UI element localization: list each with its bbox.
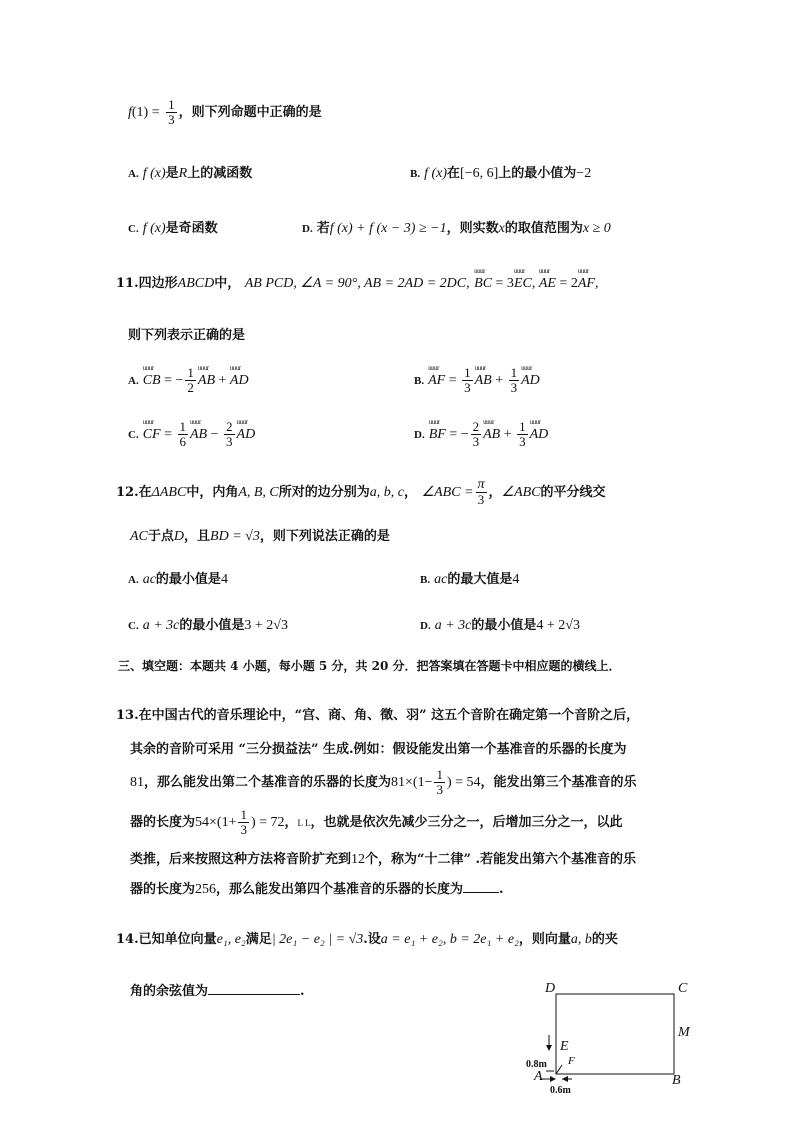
answer-blank[interactable] [463, 892, 499, 893]
q13-line2: 其余的音阶可采用 “三分损益法” 生成.例如：假设能发出第一个基准音的乐器的长度为 [130, 742, 627, 757]
q11-stem: 11.四边形ABCD中， AB PCD, ∠A = 90°, AB = 2AD = 2DC, uuur BC = 3uuur EC, uuur AE = 2uuur AF, [116, 272, 598, 292]
q10-option-c: C. f (x)是奇函数 [128, 221, 218, 236]
q13-line6: 器的长度为256，那么能发出第四个基准音的乐器的长度为 . [130, 882, 504, 897]
section-three-header: 三、填空题：本题共 4 小题，每小题 5 分，共 20 分．把答案填在答题卡中相应题的横线上． [118, 659, 621, 673]
label-e: E [560, 1039, 569, 1054]
arrow-left-icon [562, 1076, 568, 1082]
length-label-0-6: 0.6m [550, 1085, 571, 1096]
label-c: C [678, 981, 688, 996]
q13-line4: 器的长度为54×(1+ $\frac{1}{3}$ ) = 72，L L，也就是依次先减少三分之一，后增加三分之一，以此 [130, 807, 623, 837]
q11-option-c: C.uuur CF = $\frac{1}{6}$ uuur AB − $\frac{2}{3}$ uuur AD [128, 420, 255, 449]
q13-line5: 类推，后来按照这种方法将音阶扩充到12个，称为“十二律” .若能发出第六个基准音的乐 [130, 852, 637, 867]
q11-option-a: A.uuur CB = − $\frac{1}{2}$ uuur AB + uuur AD [128, 366, 249, 395]
arrow-right-icon [550, 1076, 556, 1082]
answer-blank[interactable] [208, 994, 300, 995]
label-a: A [534, 1069, 543, 1084]
q10-option-d: D. 若f (x) + f (x − 3) ≥ −1，则实数x的取值范围为x ≥ 0 [302, 221, 611, 236]
q10-option-b: B. f (x)在[−6, 6]上的最小值为−2 [410, 166, 592, 181]
q12-option-b: B. ac的最大值是4 [420, 572, 520, 587]
length-label-0-8: 0.8m [526, 1059, 547, 1070]
corner-cut-line [556, 1065, 562, 1074]
q12-option-d: D. a + 3c的最小值是4 + 2√3 [420, 618, 580, 633]
fraction: $\frac{1}{3}$ [168, 97, 175, 127]
q11-option-b: B.uuur AF = $\frac{1}{3}$ uuur AB + $\frac{1}{3}$ uuur AD [414, 366, 540, 395]
q10-condition: f(1) = $\frac{1}{3}$ ，则下列命题中正确的是 [128, 97, 322, 127]
q11-option-d: D.uuur BF = − $\frac{2}{3}$ uuur AB + $\frac{1}{3}$ uuur AD [414, 420, 548, 449]
q11-ask: 则下列表示正确的是 [128, 328, 246, 343]
arrow-down-icon [546, 1045, 552, 1051]
q12-option-c: C. a + 3c的最小值是3 + 2√3 [128, 618, 288, 633]
label-m: M [678, 1025, 690, 1040]
q13-line3: 81，那么能发出第二个基准音的乐器的长度为81×(1− $\frac{1}{3}$ ) = 54，能发出第三个基准音的乐 [130, 767, 637, 797]
q14-line2: 角的余弦值为 . [130, 984, 305, 999]
q10-option-a: A. f (x)是R上的减函数 [128, 166, 253, 181]
rectangle-figure [520, 975, 720, 1115]
label-b: B [672, 1073, 681, 1088]
q12-stem-line2: AC于点D，且BD = √3，则下列说法正确的是 [130, 529, 390, 544]
q12-option-a: A. ac的最小值是4 [128, 572, 228, 587]
label-d: D [545, 981, 556, 996]
label-f: F [568, 1055, 575, 1067]
q12-stem: 12.在ΔABC中，内角A, B, C所对的边分别为a, b, c， ∠ABC = $\frac{\pi}{3}$ ，∠ABC的平分线交 [116, 477, 606, 507]
q13-line1: 13.在中国古代的音乐理论中，“宫、商、角、徵、羽” 这五个音阶在确定第一个音阶之后， [116, 708, 640, 723]
q14-stem: 14.已知单位向量e₁, e₂满足| 2e₁ − e₂ | = √3.设a = e₁ + e₂, b = 2e₁ + e₂，则向量a, b的夹 [116, 932, 618, 947]
